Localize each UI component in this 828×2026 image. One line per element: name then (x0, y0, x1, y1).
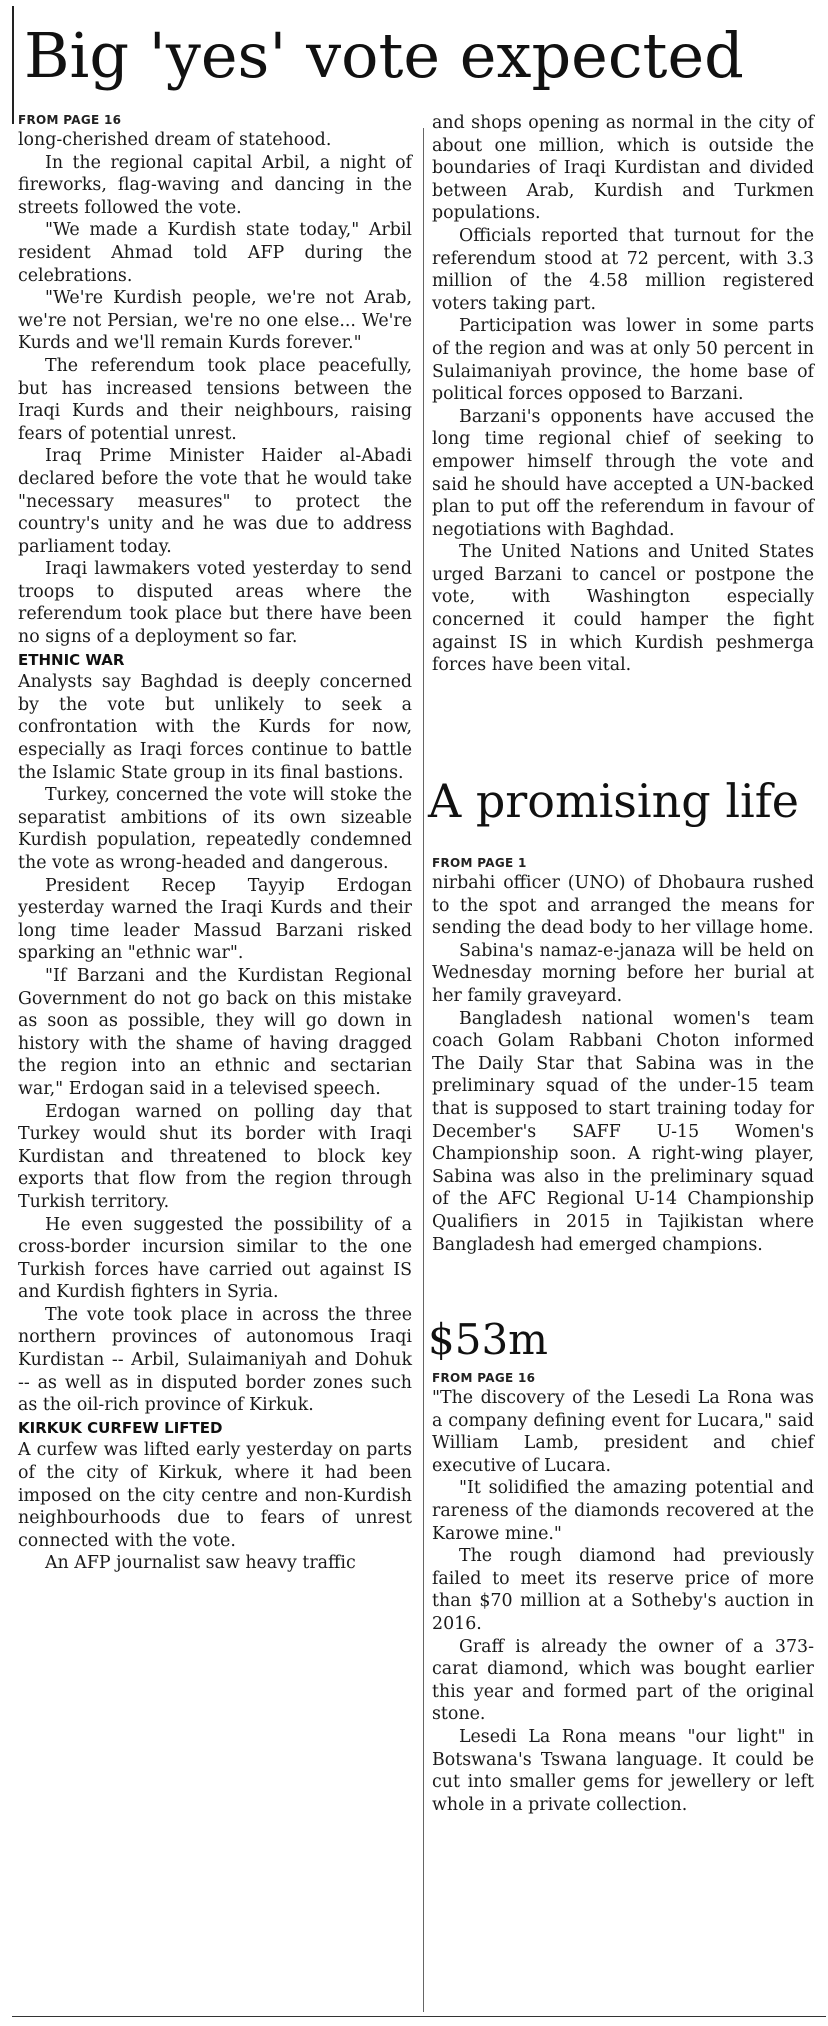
story-1-column-1 (18, 112, 412, 1575)
paragraph: The rough diamond had previously failed to meet its reserve price of more than $70 million at a Sotheby's auction in 2016. (432, 1546, 814, 1634)
column-divider (423, 128, 424, 2012)
paragraph: A curfew was lifted early yesterday on parts of the city of Kirkuk, where it had been imposed on the city centre and non-Kurdish neighbourhoods due to fears of unrest connected with the vote. (18, 1440, 412, 1551)
subhead-kirkuk-curfew: KIRKUK CURFEW LIFTED (18, 1418, 223, 1437)
paragraph: He even suggested the possibility of a cross-border incursion similar to the one Turkish forces have carried out against IS and Kurdish fighters in Syria. (18, 1214, 412, 1303)
story-3-column (432, 1370, 814, 1816)
paragraph: The United Nations and United States urged Barzani to cancel or postpone the vote, with Washington especially concerned it could hamper the fight against IS in which Kurdish peshmerga forces have been vital. (432, 542, 814, 676)
paragraph: Analysts say Baghdad is deeply concerned by the vote but unlikely to seek a confrontation with the Kurds for now, especially as Iraqi forces continue to battle the Islamic State group in its final bastions. (18, 672, 412, 783)
bottom-rule (12, 2016, 826, 2017)
paragraph: Iraq Prime Minister Haider al-Abadi declared before the vote that he would take "necessary measures" to protect the country's unity and he was due to address parliament today. (18, 446, 412, 557)
headline-rule (12, 6, 14, 124)
jump-label: FROM PAGE 16 (432, 1371, 536, 1385)
story-1-column-2 (432, 112, 814, 677)
paragraph: In the regional capital Arbil, a night of fireworks, flag-waving and dancing in the streets followed the vote. (18, 152, 412, 218)
paragraph: Turkey, concerned the vote will stoke the separatist ambitions of its own sizeable Kurdish population, repeatedly condemned the vote as wrong-headed and dangerous. (18, 785, 412, 873)
paragraph: Officials reported that turnout for the referendum stood at 72 percent, with 3.3 million of the 4.58 million registered voters taking part. (432, 225, 814, 314)
jump-label: FROM PAGE 16 (18, 113, 122, 127)
story-2-column (432, 855, 814, 1256)
paragraph: The vote took place in across the three northern provinces of autonomous Iraqi Kurdistan -- Arbil, Sulaimaniyah and Dohuk -- as well as in disputed border zones such as the oil-rich province of Kirkuk. (18, 1304, 412, 1416)
paragraph: Erdogan warned on polling day that Turkey would shut its border with Iraqi Kurdistan and threatened to block key exports that flow from the region through Turkish territory. (18, 1101, 412, 1212)
paragraph: Sabina's namaz-e-janaza will be held on Wednesday morning before her burial at her family graveyard. (432, 940, 814, 1006)
paragraph: "It solidified the amazing potential and rareness of the diamonds recovered at the Karowe mine." (432, 1478, 814, 1544)
paragraph: "We made a Kurdish state today," Arbil resident Ahmad told AFP during the celebrations. (18, 220, 412, 286)
paragraph: "If Barzani and the Kurdistan Regional Government do not go back on this mistake as soon as possible, they will go down in history with the shame of having dragged the region into an ethnic and sectarian war," Erdogan said in a televised speech. (18, 965, 412, 1099)
paragraph: President Recep Tayyip Erdogan yesterday warned the Iraqi Kurds and their long time leader Massud Barzani risked sparking an "ethnic war". (18, 875, 412, 964)
jump-label: FROM PAGE 1 (432, 856, 527, 870)
headline-big-yes-vote: Big 'yes' vote expected (24, 19, 744, 92)
headline-promising-life: A promising life (428, 774, 799, 828)
paragraph: nirbahi officer (UNO) of Dhobaura rushed to the spot and arranged the means for sending the dead body to her village home. (432, 873, 814, 939)
paragraph: Iraqi lawmakers voted yesterday to send troops to disputed areas where the referendum took place but there have been no signs of a deployment so far. (18, 559, 412, 648)
paragraph: Bangladesh national women's team coach Golam Rabbani Choton informed The Daily Star that Sabina was in the preliminary squad of the under-15 team that is supposed to start training today for December's SAFF U-15 Women's Championship soon. A right-wing player, Sabina was also in the preliminary squad of the AFC Regional U-14 Championship Qualifiers in 2015 in Tajikistan where Bangladesh had emerged champions. (432, 1008, 814, 1255)
paragraph: Lesedi La Rona means "our light" in Botswana's Tswana language. It could be cut into smaller gems for jewellery or left whole in a private collection. (432, 1726, 814, 1815)
subhead-ethnic-war: ETHNIC WAR (18, 650, 125, 669)
paragraph: Participation was lower in some parts of the region and was at only 50 percent in Sulaimaniyah province, the home base of political forces opposed to Barzani. (432, 316, 814, 405)
paragraph: and shops opening as normal in the city of about one million, which is outside the boundaries of Iraqi Kurdistan and divided between Arab, Kurdish and Turkmen populations. (432, 113, 814, 224)
paragraph: Barzani's opponents have accused the long time regional chief of seeking to empower himself through the vote and said he should have accepted a UN-backed plan to put off the referendum in favour of negotiations with Baghdad. (432, 406, 814, 540)
paragraph: long-cherished dream of statehood. (18, 130, 332, 150)
paragraph: The referendum took place peacefully, but has increased tensions between the Iraqi Kurds and their neighbours, raising fears of potential unrest. (18, 355, 412, 444)
paragraph: Graff is already the owner of a 373-carat diamond, which was bought earlier this year and formed part of the original stone. (432, 1636, 814, 1725)
paragraph: An AFP journalist saw heavy traffic (44, 1553, 356, 1574)
headline-53m: $53m (428, 1315, 548, 1364)
paragraph: "The discovery of the Lesedi La Rona was a company defining event for Lucara," said William Lamb, president and chief executive of Lucara. (432, 1388, 814, 1476)
paragraph: "We're Kurdish people, we're not Arab, we're not Persian, we're no one else... We're Kurds and we'll remain Kurds forever." (18, 288, 412, 354)
